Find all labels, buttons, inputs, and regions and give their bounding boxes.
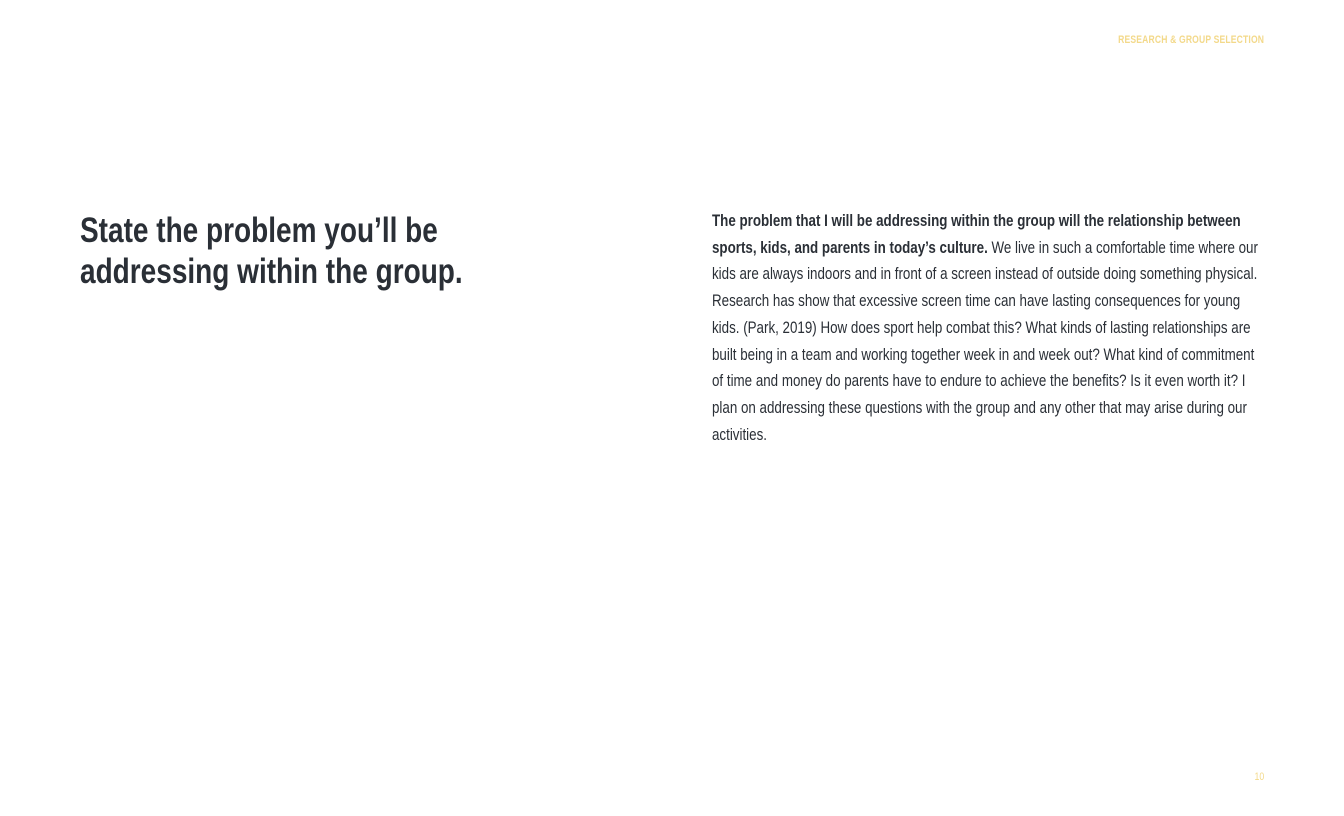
body-lead-sentence: The problem that I will be addressing within the group will the relationship between sports, kids, and parents in today’s culture. bbox=[712, 212, 1241, 257]
body-remaining-text: We live in such a comfortable time where our kids are always indoors and in front of a screen instead of outside doing something physical. Research has show that excessive screen time can have lasting consequences for young kids. (Park, 2019) How does sport help combat this? What kinds of lasting relationships are built being in a team and working together week in and week out? What kind of commitment of time and money do parents have to endure to achieve the benefits? Is it even worth it? I plan on addressing these questions with the group and any other that may arise during our activities. bbox=[712, 238, 1258, 444]
page-heading: State the problem you’ll be addressing within the group. bbox=[80, 211, 463, 291]
section-tag: RESEARCH & GROUP SELECTION bbox=[1118, 34, 1264, 46]
body-paragraph bbox=[712, 208, 1263, 448]
page-number: 10 bbox=[1254, 771, 1264, 783]
